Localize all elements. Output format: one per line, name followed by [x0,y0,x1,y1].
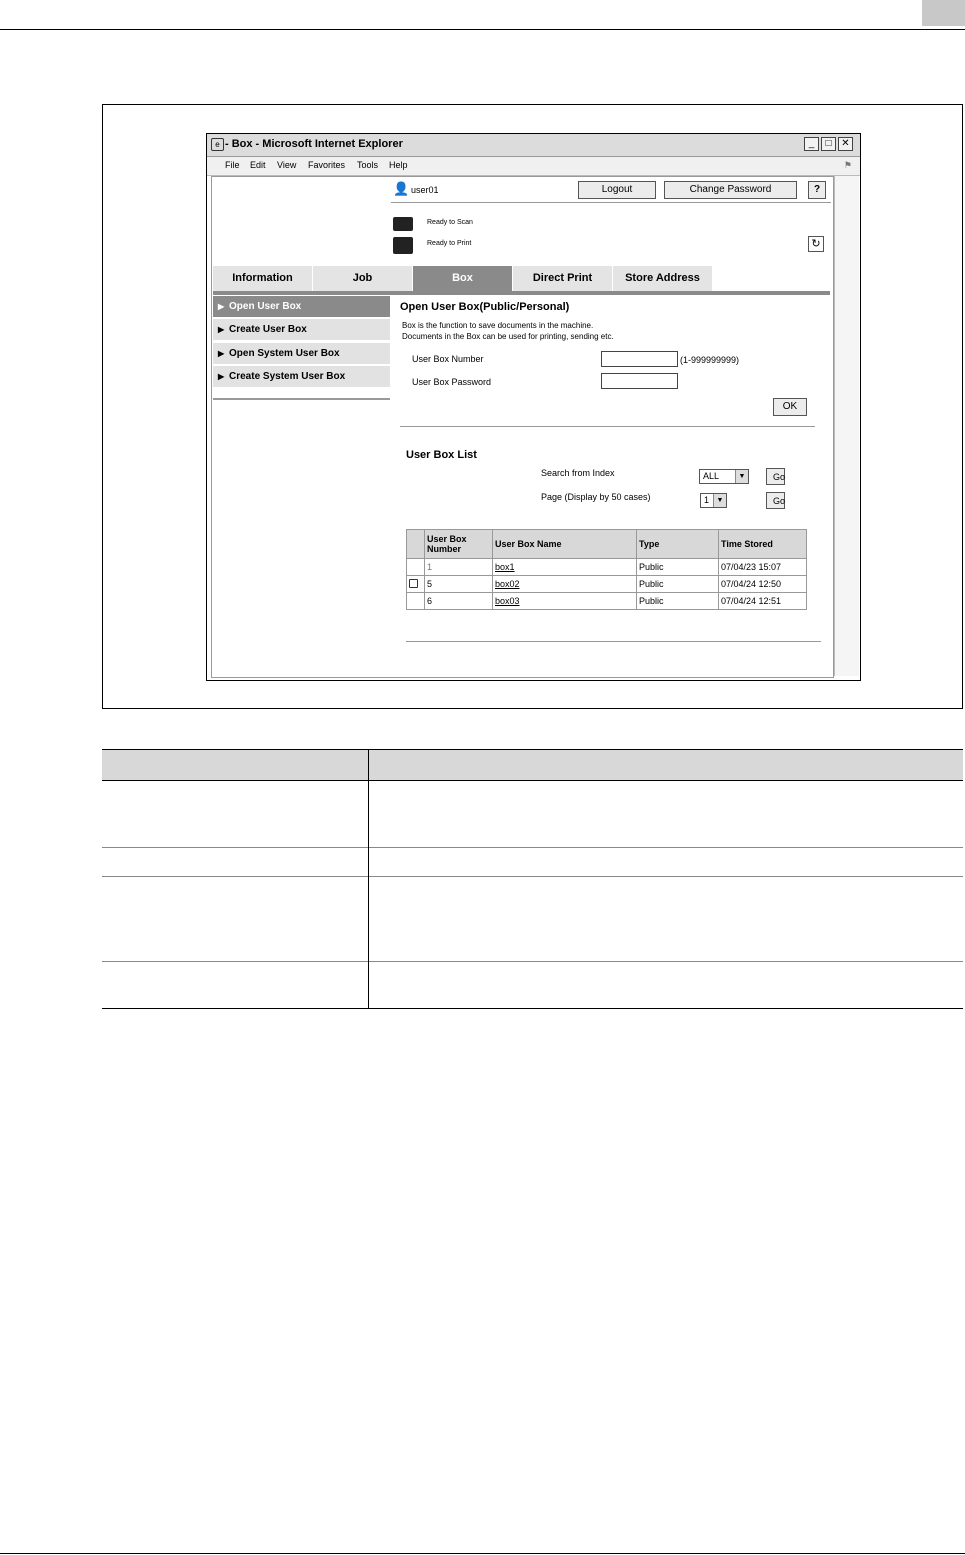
close-icon[interactable]: ✕ [838,137,853,151]
table-rule [102,1008,963,1009]
vertical-scrollbar[interactable] [834,176,859,676]
user-box-number-label: User Box Number [412,354,484,364]
column-header-time: Time Stored [719,530,807,559]
maximize-icon[interactable]: □ [821,137,836,151]
table-header-row [407,530,807,559]
box-time: 07/04/24 12:50 [719,576,807,593]
table-rule [102,780,963,781]
box-name-cell [493,576,637,593]
refresh-icon[interactable]: ↻ [808,236,824,252]
sidebar-item-label: Open User Box [229,301,302,312]
page-go-button[interactable]: Go [766,492,785,509]
lock-cell [407,576,425,593]
table-row [407,593,807,610]
header-divider [391,202,831,203]
table-rule [102,749,963,750]
table-column-divider [368,749,369,1009]
page-value: 1 [704,495,710,505]
menu-help[interactable]: Help [389,160,408,170]
menu-favorites[interactable]: Favorites [308,160,346,170]
column-header-name: User Box Name [493,530,637,559]
minimize-icon[interactable]: _ [804,137,819,151]
sidebar-item-label: Open System User Box [229,348,340,359]
user-icon: 👤 [393,181,410,196]
lock-icon [409,579,418,588]
tab-underline [213,291,830,295]
description-table-header [102,749,963,780]
user-box-number-input[interactable] [601,351,678,367]
title-bar [207,134,860,157]
sidebar-item-label: Create User Box [229,324,307,335]
search-index-label: Search from Index [541,468,615,478]
page-select[interactable] [700,493,727,508]
tab-job[interactable]: Job [313,266,412,291]
search-index-select[interactable] [699,469,749,484]
sidebar-item-open-system-user-box[interactable] [213,343,390,364]
table-row [407,559,807,576]
description-line: Box is the function to save documents in the machine. [402,321,594,330]
list-title: User Box List [406,449,477,461]
section-divider [400,426,815,427]
sidebar-item-create-system-user-box[interactable] [213,366,390,387]
page-viewport [211,176,834,678]
box-type: Public [637,576,719,593]
box-name-cell [493,559,637,576]
box-name-cell [493,593,637,610]
help-button[interactable]: ? [808,181,826,199]
page-label: Page (Display by 50 cases) [541,492,651,502]
box-number: 6 [425,593,493,610]
table-rule [102,847,963,848]
printer-icon [393,237,413,254]
box-number: 1 [425,559,493,576]
sidebar-item-open-user-box[interactable] [213,296,390,317]
window-title: - Box - Microsoft Internet Explorer [225,138,403,150]
box-name-link[interactable]: box03 [495,596,520,606]
search-go-button[interactable]: Go [766,468,785,485]
arrow-right-icon: ▶ [218,302,225,311]
box-type: Public [637,593,719,610]
scan-status: Ready to Scan [427,219,473,226]
arrow-right-icon: ▶ [218,349,225,358]
user-name: user01 [411,185,439,195]
chevron-down-icon: ▼ [713,494,726,507]
print-status: Ready to Print [427,240,472,247]
table-rule [102,876,963,877]
windows-flag-icon: ⚑ [843,160,852,170]
logout-button[interactable]: Logout [578,181,656,199]
description-line: Documents in the Box can be used for printing, sending etc. [402,332,614,341]
change-password-button[interactable]: Change Password [664,181,797,199]
number-range-hint: (1-999999999) [680,355,740,365]
tab-information[interactable]: Information [213,266,312,291]
lock-cell [407,593,425,610]
box-type: Public [637,559,719,576]
menu-file[interactable]: File [225,160,240,170]
list-bottom-divider [406,641,821,642]
table-row [407,576,807,593]
column-header-type: Type [637,530,719,559]
menu-view[interactable]: View [277,160,297,170]
browser-window [206,133,861,681]
scanner-icon [393,217,413,231]
page-number-box [922,0,965,26]
user-box-table [406,529,807,610]
lock-column-header [407,530,425,559]
column-header-number: User Box Number [425,530,493,559]
sidebar-item-create-user-box[interactable] [213,319,390,340]
box-time: 07/04/24 12:51 [719,593,807,610]
ie-icon: e [211,138,224,151]
header-rule [0,29,965,30]
menu-edit[interactable]: Edit [250,160,266,170]
box-time: 07/04/23 15:07 [719,559,807,576]
arrow-right-icon: ▶ [218,372,225,381]
footer-rule [0,1553,965,1554]
section-title: Open User Box(Public/Personal) [400,301,570,313]
sidebar-item-label: Create System User Box [229,371,346,382]
arrow-right-icon: ▶ [218,325,225,334]
user-box-password-input[interactable] [601,373,678,389]
box-name-link[interactable]: box02 [495,579,520,589]
sidebar-divider [213,398,390,400]
box-number: 5 [425,576,493,593]
lock-cell [407,559,425,576]
ok-button[interactable]: OK [773,398,807,416]
table-rule [102,961,963,962]
box-name-link[interactable]: box1 [495,562,515,572]
tab-box[interactable]: Box [413,266,512,291]
tab-store-address[interactable]: Store Address [613,266,712,291]
menu-bar [207,157,860,176]
tab-direct-print[interactable]: Direct Print [513,266,612,291]
menu-tools[interactable]: Tools [357,160,379,170]
search-index-value: ALL [703,471,720,481]
user-box-password-label: User Box Password [412,377,492,387]
chevron-down-icon: ▼ [735,470,748,483]
